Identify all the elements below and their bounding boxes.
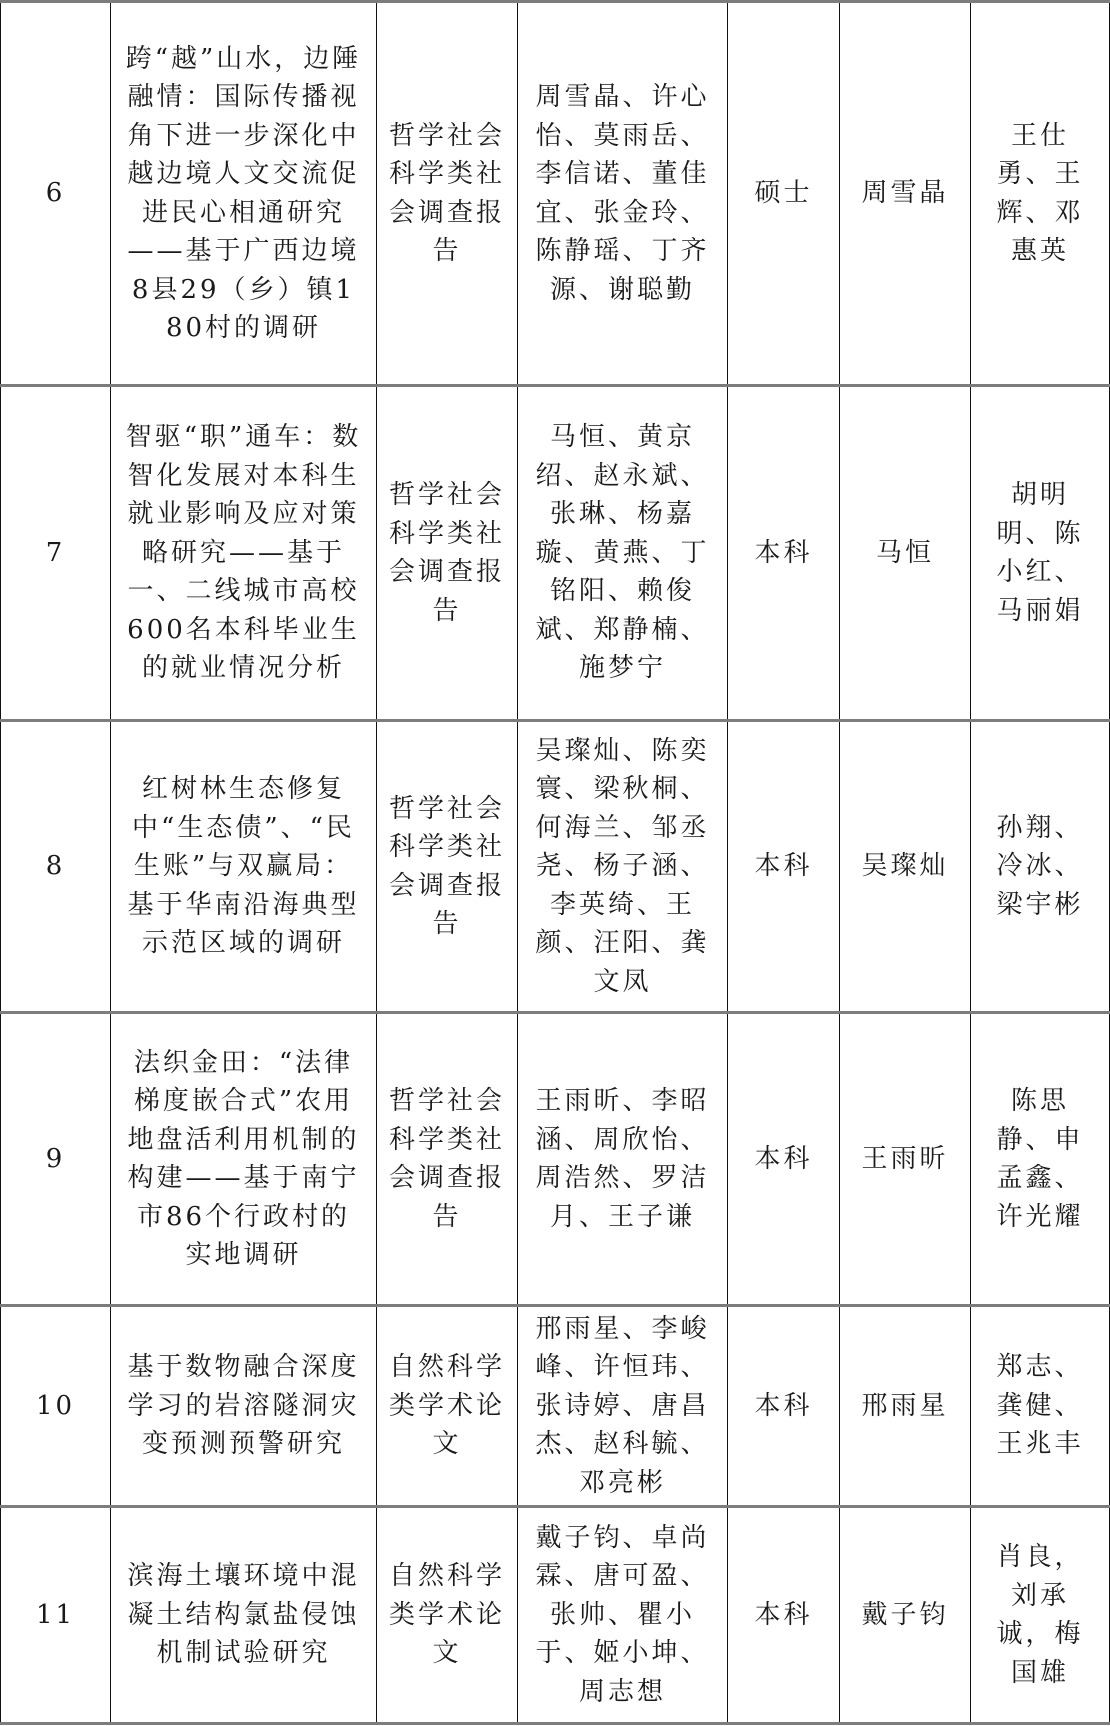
- row-number: 8: [1, 721, 111, 1013]
- table-row: [1, 1507, 1110, 1724]
- team-leader: 邢雨星: [840, 1306, 971, 1507]
- team-members: 马恒、黄京绍、赵永斌、张琳、杨嘉璇、黄燕、丁铭阳、赖俊斌、郑静楠、施梦宁: [518, 386, 728, 721]
- education-level: 本科: [728, 1507, 840, 1724]
- team-members: 戴子钧、卓尚霖、唐可盈、张帅、瞿小于、姬小坤、周志想: [518, 1507, 728, 1724]
- education-level: 硕士: [728, 2, 840, 386]
- row-number: 10: [1, 1306, 111, 1507]
- project-category: 哲学社会科学类社会调查报告: [377, 721, 518, 1013]
- team-members: 王雨昕、李昭涵、周欣怡、周浩然、罗洁月、王子谦: [518, 1013, 728, 1306]
- education-level: 本科: [728, 1013, 840, 1306]
- table-row: [1, 1306, 1110, 1507]
- education-level: 本科: [728, 1306, 840, 1507]
- row-number: 9: [1, 1013, 111, 1306]
- project-category: 哲学社会科学类社会调查报告: [377, 2, 518, 386]
- project-category: 哲学社会科学类社会调查报告: [377, 1013, 518, 1306]
- advisors: 胡明明、陈小红、马丽娟: [971, 386, 1110, 721]
- advisors: 肖良，刘承诚，梅国雄: [971, 1507, 1110, 1724]
- project-title: 基于数物融合深度学习的岩溶隧洞灾变预测预警研究: [111, 1306, 377, 1507]
- project-title: 法织金田：“法律梯度嵌合式”农用地盘活利用机制的构建——基于南宁市86个行政村的实地调研: [111, 1013, 377, 1306]
- education-level: 本科: [728, 386, 840, 721]
- project-title: 智驱“职”通车：数智化发展对本科生就业影响及应对策略研究——基于一、二线城市高校600名本科毕业生的就业情况分析: [111, 386, 377, 721]
- row-number: 11: [1, 1507, 111, 1724]
- team-leader: 吴璨灿: [840, 721, 971, 1013]
- project-category: 哲学社会科学类社会调查报告: [377, 386, 518, 721]
- project-title: 跨“越”山水，边陲融情：国际传播视角下进一步深化中越边境人文交流促进民心相通研究——基于广西边境8县29（乡）镇180村的调研: [111, 2, 377, 386]
- team-leader: 戴子钧: [840, 1507, 971, 1724]
- advisors: 郑志、龚健、王兆丰: [971, 1306, 1110, 1507]
- table-row: [1, 1013, 1110, 1306]
- row-number: 7: [1, 386, 111, 721]
- team-members: 周雪晶、许心怡、莫雨岳、李信诺、董佳宜、张金玲、陈静瑶、丁齐源、谢聪勤: [518, 2, 728, 386]
- team-leader: 马恒: [840, 386, 971, 721]
- advisors: 陈思静、申孟鑫、许光耀: [971, 1013, 1110, 1306]
- row-number: 6: [1, 2, 111, 386]
- project-title: 滨海土壤环境中混凝土结构氯盐侵蚀机制试验研究: [111, 1507, 377, 1724]
- project-title: 红树林生态修复中“生态债”、“民生账”与双赢局：基于华南沿海典型示范区域的调研: [111, 721, 377, 1013]
- education-level: 本科: [728, 721, 840, 1013]
- team-leader: 王雨昕: [840, 1013, 971, 1306]
- advisors: 孙翔、冷冰、梁宇彬: [971, 721, 1110, 1013]
- team-members: 吴璨灿、陈奕寰、梁秋桐、何海兰、邹丞尧、杨子涵、李英绮、王颜、汪阳、龚文凤: [518, 721, 728, 1013]
- table-row: [1, 2, 1110, 386]
- project-category: 自然科学类学术论文: [377, 1306, 518, 1507]
- team-members: 邢雨星、李峻峰、许恒玮、张诗婷、唐昌杰、赵科毓、邓亮彬: [518, 1306, 728, 1507]
- project-category: 自然科学类学术论文: [377, 1507, 518, 1724]
- table-row: [1, 386, 1110, 721]
- team-leader: 周雪晶: [840, 2, 971, 386]
- advisors: 王仕勇、王辉、邓惠英: [971, 2, 1110, 386]
- table-row: [1, 721, 1110, 1013]
